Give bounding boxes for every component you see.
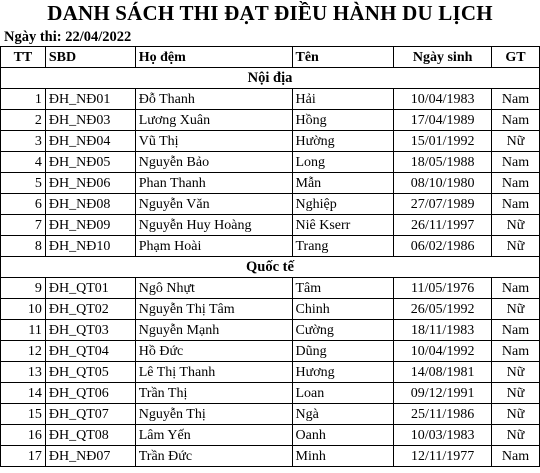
table-body (1, 68, 540, 467)
table-row (1, 446, 540, 467)
cell-sbd[interactable]: ĐH_NĐ06 (45, 173, 135, 194)
header-row (1, 47, 540, 68)
table-row (1, 425, 540, 446)
cell-ten[interactable]: Long (292, 152, 394, 173)
cell-ten[interactable]: Tâm (292, 278, 394, 299)
table-row (1, 383, 540, 404)
cell-gt[interactable]: Nữ (492, 362, 540, 383)
cell-sbd[interactable]: ĐH_QT08 (45, 425, 135, 446)
header-tt[interactable]: TT (1, 47, 46, 68)
cell-sbd[interactable]: ĐH_QT02 (45, 299, 135, 320)
cell-sbd[interactable]: ĐH_QT06 (45, 383, 135, 404)
cell-gt[interactable]: Nữ (492, 215, 540, 236)
cell-sbd[interactable]: ĐH_NĐ03 (45, 110, 135, 131)
cell-gt[interactable]: Nam (492, 194, 540, 215)
cell-ho-dem[interactable]: Trần Đức (135, 446, 292, 467)
cell-ho-dem[interactable]: Trần Thị (135, 383, 292, 404)
table-row (1, 278, 540, 299)
exam-date[interactable]: Ngày thi: 22/04/2022 (4, 29, 132, 45)
cell-ten[interactable]: Ngà (292, 404, 394, 425)
cell-gt[interactable]: Nam (492, 110, 540, 131)
cell-sbd[interactable]: ĐH_QT04 (45, 341, 135, 362)
cell-gt[interactable]: Nữ (492, 383, 540, 404)
cell-ngay-sinh[interactable]: 14/08/1981 (394, 362, 492, 383)
cell-ten[interactable]: Niê Kserr (292, 215, 394, 236)
cell-ten[interactable]: Chinh (292, 299, 394, 320)
cell-ngay-sinh[interactable]: 08/10/1980 (394, 173, 492, 194)
cell-tt[interactable]: 5 (1, 173, 46, 194)
cell-ngay-sinh[interactable]: 27/07/1989 (394, 194, 492, 215)
cell-ngay-sinh[interactable]: 26/05/1992 (394, 299, 492, 320)
table-row (1, 215, 540, 236)
cell-ngay-sinh[interactable]: 18/11/1983 (394, 320, 492, 341)
cell-sbd[interactable]: ĐH_NĐ01 (45, 89, 135, 110)
cell-ngay-sinh[interactable]: 10/04/1983 (394, 89, 492, 110)
cell-ho-dem[interactable]: Vũ Thị (135, 131, 292, 152)
cell-sbd[interactable]: ĐH_QT05 (45, 362, 135, 383)
cell-tt[interactable]: 1 (1, 89, 46, 110)
cell-ngay-sinh[interactable]: 09/12/1991 (394, 383, 492, 404)
cell-ngay-sinh[interactable]: 26/11/1997 (394, 215, 492, 236)
cell-ho-dem[interactable]: Lâm Yến (135, 425, 292, 446)
header-ngay-sinh[interactable]: Ngày sinh (394, 47, 492, 68)
cell-ho-dem[interactable]: Nguyễn Thị (135, 404, 292, 425)
table-row (1, 341, 540, 362)
cell-tt[interactable]: 4 (1, 152, 46, 173)
cell-ho-dem[interactable]: Nguyễn Mạnh (135, 320, 292, 341)
table-row (1, 362, 540, 383)
cell-sbd[interactable]: ĐH_QT03 (45, 320, 135, 341)
section-row (1, 257, 540, 278)
header-ho-dem[interactable]: Họ đệm (135, 47, 292, 68)
cell-ngay-sinh[interactable]: 17/04/1989 (394, 110, 492, 131)
cell-gt[interactable]: Nam (492, 320, 540, 341)
cell-gt[interactable]: Nữ (492, 131, 540, 152)
cell-sbd[interactable]: ĐH_NĐ04 (45, 131, 135, 152)
cell-ngay-sinh[interactable]: 11/05/1976 (394, 278, 492, 299)
cell-gt[interactable]: Nam (492, 278, 540, 299)
cell-ten[interactable]: Mẫn (292, 173, 394, 194)
cell-ho-dem[interactable]: Đỗ Thanh (135, 89, 292, 110)
cell-ho-dem[interactable]: Ngô Nhựt (135, 278, 292, 299)
cell-ngay-sinh[interactable]: 10/04/1992 (394, 341, 492, 362)
cell-tt[interactable]: 3 (1, 131, 46, 152)
header-gt[interactable]: GT (492, 47, 540, 68)
cell-tt[interactable]: 12 (1, 341, 46, 362)
cell-ngay-sinh[interactable]: 25/11/1986 (394, 404, 492, 425)
cell-ngay-sinh[interactable]: 06/02/1986 (394, 236, 492, 257)
cell-sbd[interactable]: ĐH_NĐ05 (45, 152, 135, 173)
cell-ho-dem[interactable]: Lê Thị Thanh (135, 362, 292, 383)
cell-sbd[interactable]: ĐH_NĐ07 (45, 446, 135, 467)
table-row (1, 89, 540, 110)
table-row (1, 173, 540, 194)
cell-sbd[interactable]: ĐH_NĐ09 (45, 215, 135, 236)
header-ten[interactable]: Tên (292, 47, 394, 68)
section-title[interactable]: Quốc tế (1, 257, 540, 278)
table-row (1, 152, 540, 173)
cell-ngay-sinh[interactable]: 15/01/1992 (394, 131, 492, 152)
cell-gt[interactable]: Nam (492, 152, 540, 173)
candidate-table (0, 46, 540, 467)
table-row (1, 236, 540, 257)
cell-ho-dem[interactable]: Phan Thanh (135, 173, 292, 194)
cell-gt[interactable]: Nam (492, 173, 540, 194)
cell-gt[interactable]: Nam (492, 89, 540, 110)
cell-ho-dem[interactable]: Phạm Hoài (135, 236, 292, 257)
cell-gt[interactable]: Nam (492, 446, 540, 467)
cell-tt[interactable]: 9 (1, 278, 46, 299)
cell-ho-dem[interactable]: Nguyễn Thị Tâm (135, 299, 292, 320)
cell-tt[interactable]: 17 (1, 446, 46, 467)
cell-gt[interactable]: Nam (492, 341, 540, 362)
table-row (1, 404, 540, 425)
cell-ten[interactable]: Trang (292, 236, 394, 257)
cell-ten[interactable]: Hương (292, 362, 394, 383)
cell-ten[interactable]: Cường (292, 320, 394, 341)
cell-gt[interactable]: Nữ (492, 404, 540, 425)
cell-sbd[interactable]: ĐH_QT07 (45, 404, 135, 425)
sheet-title[interactable]: DANH SÁCH THI ĐẠT ĐIỀU HÀNH DU LỊCH (47, 1, 493, 25)
cell-tt[interactable]: 11 (1, 320, 46, 341)
table-row (1, 194, 540, 215)
cell-tt[interactable]: 15 (1, 404, 46, 425)
cell-sbd[interactable]: ĐH_NĐ10 (45, 236, 135, 257)
cell-ho-dem[interactable]: Lương Xuân (135, 110, 292, 131)
table-row (1, 299, 540, 320)
cell-ho-dem[interactable]: Hồ Đức (135, 341, 292, 362)
cell-ten[interactable]: Hải (292, 89, 394, 110)
cell-ho-dem[interactable]: Nguyễn Văn (135, 194, 292, 215)
section-title[interactable]: Nội địa (1, 68, 540, 89)
cell-tt[interactable]: 2 (1, 110, 46, 131)
table-row (1, 131, 540, 152)
cell-tt[interactable]: 6 (1, 194, 46, 215)
cell-tt[interactable]: 7 (1, 215, 46, 236)
cell-ngay-sinh[interactable]: 12/11/1977 (394, 446, 492, 467)
cell-ngay-sinh[interactable]: 18/05/1988 (394, 152, 492, 173)
cell-tt[interactable]: 14 (1, 383, 46, 404)
cell-tt[interactable]: 8 (1, 236, 46, 257)
cell-sbd[interactable]: ĐH_QT01 (45, 278, 135, 299)
header-sbd[interactable]: SBD (45, 47, 135, 68)
cell-tt[interactable]: 13 (1, 362, 46, 383)
cell-gt[interactable]: Nữ (492, 299, 540, 320)
cell-ten[interactable]: Hồng (292, 110, 394, 131)
cell-ten[interactable]: Loan (292, 383, 394, 404)
cell-tt[interactable]: 16 (1, 425, 46, 446)
table-row (1, 110, 540, 131)
cell-sbd[interactable]: ĐH_NĐ08 (45, 194, 135, 215)
cell-ho-dem[interactable]: Nguyễn Bảo (135, 152, 292, 173)
table-row (1, 320, 540, 341)
cell-ten[interactable]: Nghiệp (292, 194, 394, 215)
cell-ngay-sinh[interactable]: 10/03/1983 (394, 425, 492, 446)
cell-gt[interactable]: Nữ (492, 425, 540, 446)
cell-ten[interactable]: Hường (292, 131, 394, 152)
cell-gt[interactable]: Nữ (492, 236, 540, 257)
cell-tt[interactable]: 10 (1, 299, 46, 320)
cell-ten[interactable]: Minh (292, 446, 394, 467)
cell-ho-dem[interactable]: Nguyễn Huy Hoàng (135, 215, 292, 236)
section-row (1, 68, 540, 89)
cell-ten[interactable]: Dũng (292, 341, 394, 362)
cell-ten[interactable]: Oanh (292, 425, 394, 446)
